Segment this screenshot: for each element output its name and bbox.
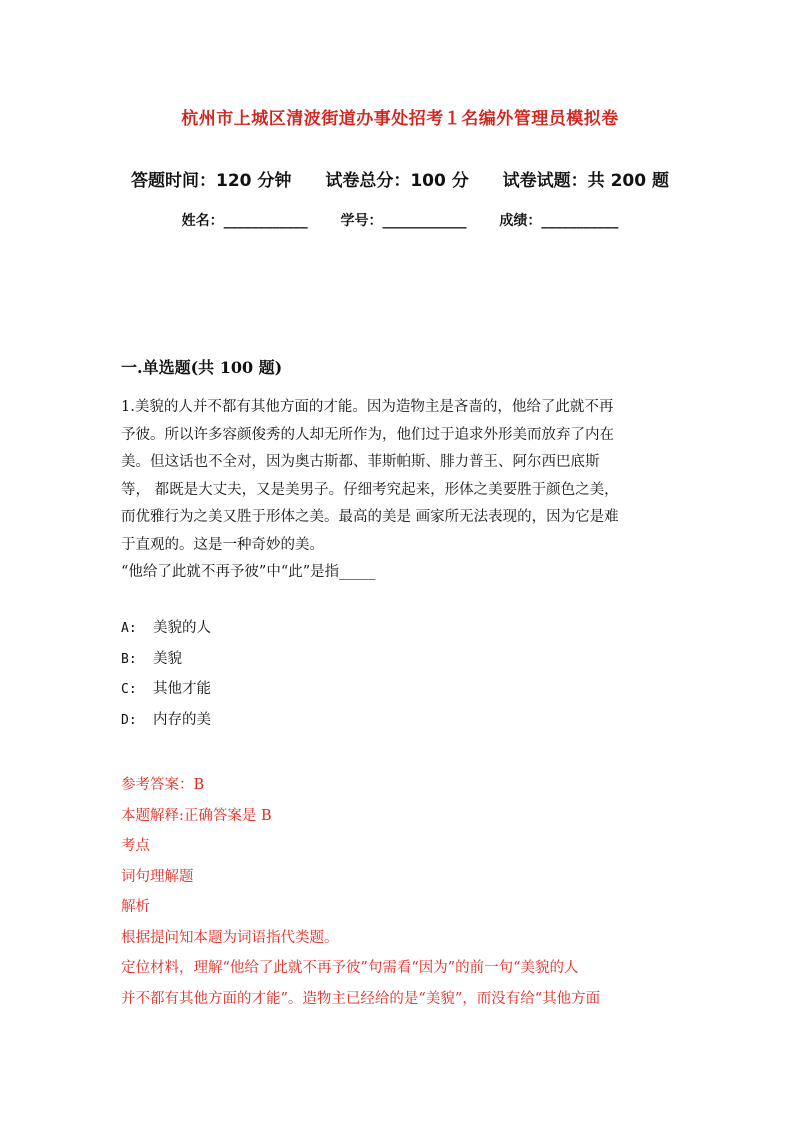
passage-line: 等， 都既是大丈夫，又是美男子。仔细考究起来，形体之美要胜于颜色之美， [121, 481, 619, 498]
analysis-label: 解析 [121, 899, 150, 915]
passage-line: 美。但这话也不全对，因为奥古斯都、菲斯帕斯、腓力普王、阿尔西巴底斯 [121, 454, 600, 470]
topic-label: 考点 [121, 838, 150, 854]
exam-time: 答题时间：120 分钟 [131, 171, 292, 191]
answer-options [121, 613, 211, 735]
name-field: 姓名：____________ [181, 213, 308, 229]
option-text: 内存的美 [153, 711, 211, 728]
option-key: A: [121, 621, 137, 636]
topic-value: 词句理解题 [121, 868, 194, 885]
exam-title: 杭州市上城区清波街道办事处招考１名编外管理员模拟卷 [181, 109, 619, 129]
analysis-line: 根据提问知本题为词语指代类题。 [121, 929, 339, 946]
exam-meta [0, 166, 800, 191]
option-d [121, 705, 211, 736]
option-c [121, 674, 211, 705]
question-prompt: “他给了此就不再予彼”中“此”是指_____ [121, 564, 376, 580]
option-text: 美貌的人 [153, 620, 211, 636]
option-text: 其他才能 [153, 681, 211, 697]
option-text: 美貌 [153, 650, 182, 667]
option-key: B: [121, 651, 137, 667]
option-b [121, 644, 211, 675]
analysis-line: 定位材料，理解“他给了此就不再予彼”句需看“因为”的前一句“美貌的人 [121, 960, 579, 976]
exam-question-count: 试卷试题：共 200 题 [502, 171, 669, 191]
answer-explanation [121, 770, 681, 1014]
student-info [0, 210, 800, 230]
question-passage [121, 394, 681, 587]
exam-total-score: 试卷总分：100 分 [325, 171, 469, 191]
analysis-line: 并不都有其他方面的才能”。造物主已经给的是“美貌”，而没有给“其他方面 [121, 990, 601, 1007]
grade-field: 成绩：___________ [499, 213, 619, 229]
option-key: C: [121, 682, 137, 697]
reference-answer: 参考答案：B [121, 777, 205, 793]
option-a [121, 613, 211, 644]
student-id-field: 学号：____________ [340, 213, 467, 229]
passage-line: 于直观的。这是一种奇妙的美。 [121, 536, 324, 553]
passage-line: 1.美貌的人并不都有其他方面的才能。因为造物主是吝啬的，他给了此就不再 [121, 399, 614, 415]
passage-line: 予彼。所以许多容颜俊秀的人却无所作为，他们过于追求外形美而放弃了内在 [121, 426, 614, 443]
explanation-answer: 本题解释:正确答案是 B [121, 807, 272, 824]
section-heading: 一.单选题(共 100 题) [121, 358, 283, 377]
option-key: D: [121, 712, 137, 728]
passage-line: 而优雅行为之美又胜于形体之美。最高的美是 画家所无法表现的，因为它是难 [121, 509, 619, 525]
